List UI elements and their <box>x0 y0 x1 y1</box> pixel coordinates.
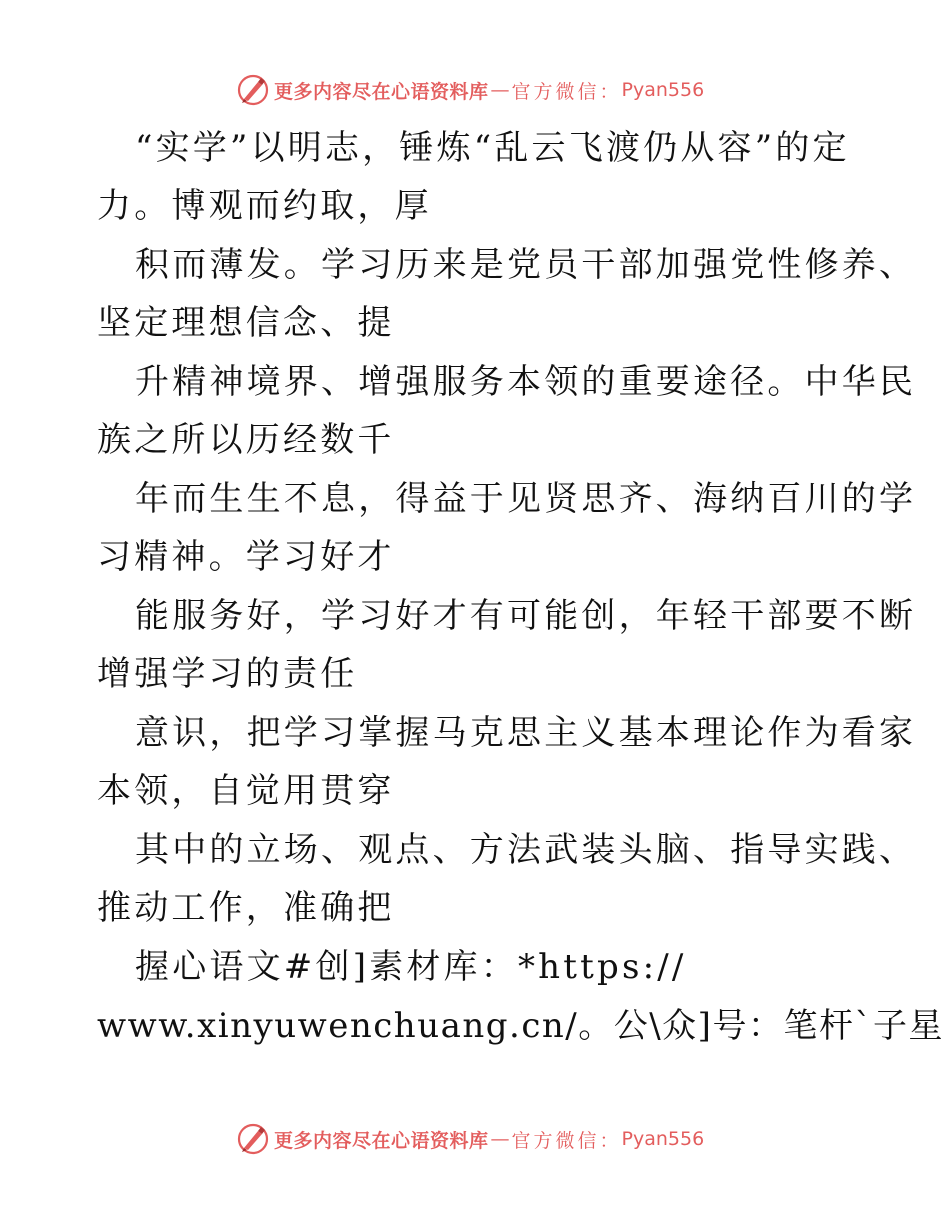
text-line-7: 年而生生不息，得益于见贤思齐、海纳百川的学 <box>135 479 917 519</box>
text-line-2: 力。博观而约取，厚 <box>97 186 432 226</box>
watermark-dash: — <box>490 79 510 101</box>
text-line-5: 升精神境界、增强服务本领的重要途径。中华民 <box>135 362 917 402</box>
text-line-3: 积而薄发。学习历来是党员干部加强党性修养、 <box>135 245 917 285</box>
text-line-13: 其中的立场、观点、方法武装头脑、指导实践、 <box>135 830 917 870</box>
text-line-1: “实学”以明志，锤炼“乱云飞渡仍从容”的定 <box>135 128 850 168</box>
watermark-dash: — <box>490 1128 510 1150</box>
text-line-10: 增强学习的责任 <box>97 654 358 694</box>
watermark-wechat-label: 官方微信： <box>511 80 622 103</box>
text-line-6: 族之所以历经数千 <box>97 420 395 460</box>
watermark-wechat-id: Pyan556 <box>621 79 705 101</box>
watermark-wechat-label: 官方微信： <box>511 1129 622 1152</box>
watermark-wechat-id: Pyan556 <box>621 1128 705 1150</box>
watermark-text: 更多内容尽在心语资料库 <box>274 1129 489 1152</box>
text-line-14: 推动工作，准确把 <box>97 888 395 928</box>
text-line-12: 本领，自觉用贯穿 <box>97 771 395 811</box>
watermark-header <box>236 73 704 107</box>
watermark-footer <box>236 1122 704 1156</box>
text-line-15: 握心语文#创]素材库：*https:// <box>135 947 687 987</box>
watermark-text: 更多内容尽在心语资料库 <box>274 80 489 103</box>
text-line-8: 习精神。学习好才 <box>97 537 395 577</box>
text-line-11: 意识，把学习掌握马克思主义基本理论作为看家 <box>135 713 917 753</box>
pen-logo-icon <box>236 1122 270 1156</box>
text-line-4: 坚定理想信念、提 <box>97 303 395 343</box>
text-line-9: 能服务好，学习好才有可能创，年轻干部要不断 <box>135 596 917 636</box>
text-line-16: www.xinyuwenchuang.cn/。公\众]号：笔杆`子星 <box>97 1006 944 1046</box>
pen-logo-icon <box>236 73 270 107</box>
